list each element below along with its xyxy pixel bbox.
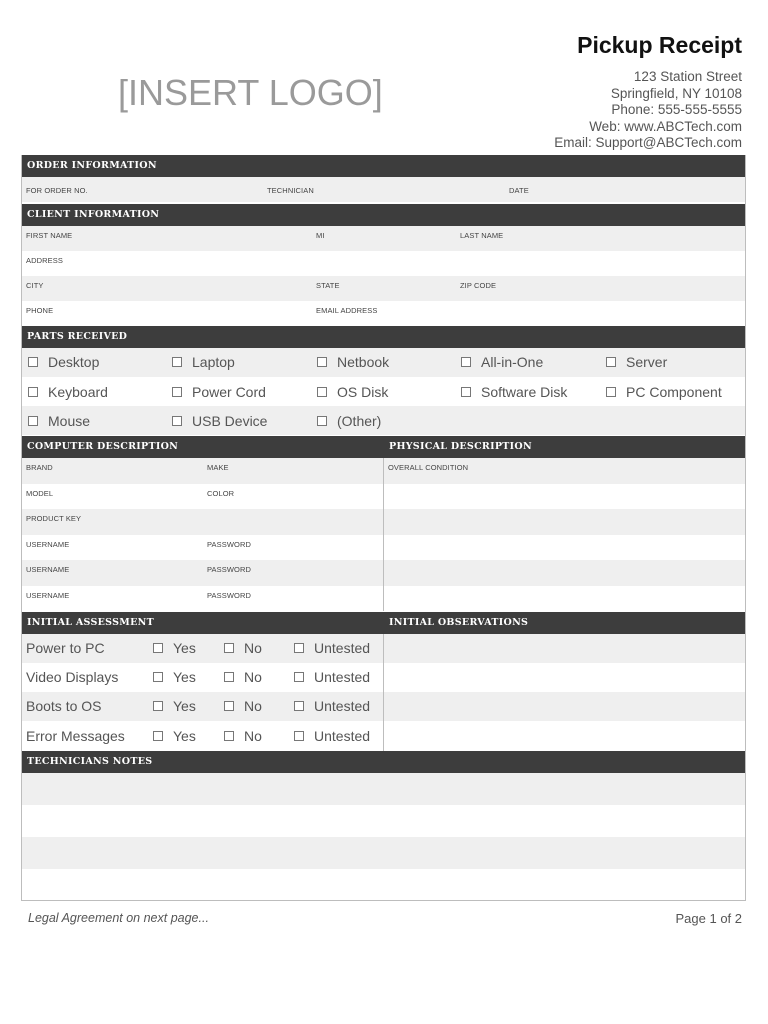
video-no-checkbox[interactable]: No bbox=[224, 669, 262, 685]
overall-condition-label: OVERALL CONDITION bbox=[388, 463, 469, 472]
page-number: Page 1 of 2 bbox=[675, 911, 742, 926]
make-label: MAKE bbox=[207, 463, 229, 472]
part-checkbox-pc-component[interactable]: PC Component bbox=[606, 384, 722, 400]
first-name-label: FIRST NAME bbox=[26, 231, 73, 240]
client-name-row[interactable] bbox=[22, 226, 745, 251]
checkbox-icon[interactable] bbox=[153, 643, 163, 653]
part-checkbox-other[interactable]: (Other) bbox=[317, 413, 381, 429]
checkbox-icon[interactable] bbox=[172, 387, 182, 397]
errors-untested-checkbox[interactable]: Untested bbox=[294, 728, 370, 744]
receipt-form bbox=[21, 155, 746, 901]
notes-line[interactable] bbox=[22, 805, 745, 837]
checkbox-icon[interactable] bbox=[28, 387, 38, 397]
power-no-checkbox[interactable]: No bbox=[224, 640, 262, 656]
errors-no-checkbox[interactable]: No bbox=[224, 728, 262, 744]
assessment-boots-label: Boots to OS bbox=[26, 698, 102, 714]
assessment-power-label: Power to PC bbox=[26, 640, 105, 656]
zip-label: ZIP CODE bbox=[460, 281, 497, 290]
checkbox-icon[interactable] bbox=[224, 731, 234, 741]
company-street: 123 Station Street bbox=[633, 69, 742, 84]
mi-label: MI bbox=[316, 231, 325, 240]
username-label: USERNAME bbox=[26, 565, 70, 574]
checkbox-icon[interactable] bbox=[172, 357, 182, 367]
parts-received-header: PARTS RECEIVED bbox=[22, 326, 745, 348]
checkbox-icon[interactable] bbox=[606, 357, 616, 367]
checkbox-icon[interactable] bbox=[317, 357, 327, 367]
part-checkbox-software-disk[interactable]: Software Disk bbox=[461, 384, 567, 400]
checkbox-icon[interactable] bbox=[28, 416, 38, 426]
checkbox-icon[interactable] bbox=[172, 416, 182, 426]
company-phone: Phone: 555-555-5555 bbox=[611, 102, 742, 117]
model-label: MODEL bbox=[26, 489, 54, 498]
order-no-label: FOR ORDER NO. bbox=[26, 186, 88, 195]
part-checkbox-netbook[interactable]: Netbook bbox=[317, 354, 389, 370]
column-divider bbox=[383, 634, 384, 751]
username-label: USERNAME bbox=[26, 540, 70, 549]
order-info-header: ORDER INFORMATION bbox=[22, 155, 745, 177]
page-title: Pickup Receipt bbox=[577, 32, 742, 58]
part-checkbox-server[interactable]: Server bbox=[606, 354, 667, 370]
technicians-notes-header: TECHNICIANS NOTES bbox=[22, 751, 745, 773]
checkbox-icon[interactable] bbox=[28, 357, 38, 367]
technician-label: TECHNICIAN bbox=[267, 186, 314, 195]
parts-row-3 bbox=[22, 406, 745, 435]
notes-line[interactable] bbox=[22, 837, 745, 869]
checkbox-icon[interactable] bbox=[461, 357, 471, 367]
errors-yes-checkbox[interactable]: Yes bbox=[153, 728, 196, 744]
part-checkbox-keyboard[interactable]: Keyboard bbox=[28, 384, 108, 400]
product-key-label: PRODUCT KEY bbox=[26, 514, 82, 523]
column-divider bbox=[383, 458, 384, 611]
client-info-header: CLIENT INFORMATION bbox=[22, 204, 745, 226]
checkbox-icon[interactable] bbox=[224, 672, 234, 682]
power-yes-checkbox[interactable]: Yes bbox=[153, 640, 196, 656]
client-phone-row[interactable] bbox=[22, 301, 745, 326]
company-address-block bbox=[554, 69, 742, 152]
checkbox-icon[interactable] bbox=[153, 731, 163, 741]
boots-no-checkbox[interactable]: No bbox=[224, 698, 262, 714]
assessment-video-label: Video Displays bbox=[26, 669, 119, 685]
checkbox-icon[interactable] bbox=[317, 416, 327, 426]
client-city-row[interactable] bbox=[22, 276, 745, 301]
physical-description-header: PHYSICAL DESCRIPTION bbox=[389, 441, 532, 452]
video-yes-checkbox[interactable]: Yes bbox=[153, 669, 196, 685]
logo-placeholder: [INSERT LOGO] bbox=[118, 72, 383, 113]
date-label: DATE bbox=[509, 186, 529, 195]
notes-line[interactable] bbox=[22, 869, 745, 900]
phone-label: PHONE bbox=[26, 306, 54, 315]
checkbox-icon[interactable] bbox=[294, 701, 304, 711]
computer-description-header: COMPUTER DESCRIPTION bbox=[27, 441, 179, 452]
password-label: PASSWORD bbox=[207, 565, 251, 574]
checkbox-icon[interactable] bbox=[224, 643, 234, 653]
company-city: Springfield, NY 10108 bbox=[610, 85, 742, 101]
video-untested-checkbox[interactable]: Untested bbox=[294, 669, 370, 685]
username-label: USERNAME bbox=[26, 591, 70, 600]
checkbox-icon[interactable] bbox=[317, 387, 327, 397]
notes-line[interactable] bbox=[22, 773, 745, 805]
checkbox-icon[interactable] bbox=[153, 701, 163, 711]
checkbox-icon[interactable] bbox=[224, 701, 234, 711]
part-checkbox-mouse[interactable]: Mouse bbox=[28, 413, 90, 429]
boots-untested-checkbox[interactable]: Untested bbox=[294, 698, 370, 714]
power-untested-checkbox[interactable]: Untested bbox=[294, 640, 370, 656]
part-checkbox-all-in-one[interactable]: All-in-One bbox=[461, 354, 543, 370]
part-checkbox-os-disk[interactable]: OS Disk bbox=[317, 384, 388, 400]
part-checkbox-power-cord[interactable]: Power Cord bbox=[172, 384, 266, 400]
email-label: EMAIL ADDRESS bbox=[316, 306, 378, 315]
checkbox-icon[interactable] bbox=[153, 672, 163, 682]
company-web: Web: www.ABCTech.com bbox=[589, 118, 742, 134]
legal-agreement-note: Legal Agreement on next page... bbox=[28, 911, 209, 925]
state-label: STATE bbox=[316, 281, 340, 290]
part-checkbox-usb-device[interactable]: USB Device bbox=[172, 413, 267, 429]
part-checkbox-laptop[interactable]: Laptop bbox=[172, 354, 235, 370]
assessment-errors-label: Error Messages bbox=[26, 728, 125, 744]
initial-assessment-header: INITIAL ASSESSMENT bbox=[27, 617, 154, 628]
city-label: CITY bbox=[26, 281, 44, 290]
boots-yes-checkbox[interactable]: Yes bbox=[153, 698, 196, 714]
address-label: ADDRESS bbox=[26, 256, 63, 265]
last-name-label: LAST NAME bbox=[460, 231, 504, 240]
order-info-row[interactable] bbox=[22, 177, 745, 202]
part-checkbox-desktop[interactable]: Desktop bbox=[28, 354, 99, 370]
password-label: PASSWORD bbox=[207, 591, 251, 600]
checkbox-icon[interactable] bbox=[461, 387, 471, 397]
company-email: Email: Support@ABCTech.com bbox=[554, 135, 742, 150]
initial-observations-header: INITIAL OBSERVATIONS bbox=[389, 617, 529, 628]
checkbox-icon[interactable] bbox=[294, 643, 304, 653]
brand-label: BRAND bbox=[26, 463, 53, 472]
checkbox-icon[interactable] bbox=[606, 387, 616, 397]
color-label: COLOR bbox=[207, 489, 235, 498]
password-label: PASSWORD bbox=[207, 540, 251, 549]
client-address-row[interactable] bbox=[22, 251, 745, 276]
checkbox-icon[interactable] bbox=[294, 731, 304, 741]
checkbox-icon[interactable] bbox=[294, 672, 304, 682]
